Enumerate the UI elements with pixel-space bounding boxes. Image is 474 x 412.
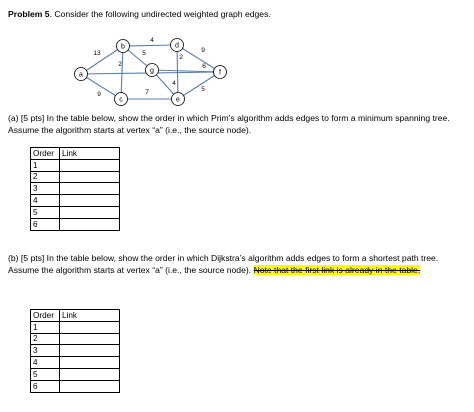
table-row [31,159,120,171]
link-cell[interactable] [60,171,120,183]
link-cell[interactable] [60,218,120,230]
table-row [31,171,120,183]
part-a-text: (a) [5 pts] In the table below, show the order in which Prim’s algorithm adds edges to form a minimum spanning tree. Assume the algorithm starts at vertex “a” (i.e., the source node). [8,113,450,135]
node-label: e [176,96,180,104]
node-label: a [79,71,83,79]
link-cell[interactable] [60,357,120,369]
edge-a-c [81,74,121,99]
edge-weight-e-f: 5 [201,86,205,93]
table-row [31,333,120,345]
part-b-main-text: (b) [5 pts] In the table below, show the order in which Dijkstra’s algorithm adds edges to form a shortest path tree. Assume the algorithm starts at vertex “a” (i.e., the source node). [8,253,439,275]
problem-text: . Consider the following undirected weighted graph edges. [49,9,271,19]
link-cell[interactable] [60,183,120,195]
edge-weight-b-g: 5 [142,50,146,57]
node-label: f [219,69,221,77]
link-cell[interactable] [60,368,120,380]
edge-b-c [121,46,123,99]
order-cell: 4 [31,357,60,369]
order-cell: 3 [31,183,60,195]
link-cell[interactable] [60,380,120,392]
edge-a-b [81,46,123,74]
order-cell: 5 [31,368,60,380]
node-g [146,64,159,77]
table-row [31,357,120,369]
table-row [31,183,120,195]
edge-weight-a-b: 13 [93,50,101,57]
table-row [31,218,120,230]
struck-note: Note that the first link is already in the table. [253,264,421,275]
node-f [214,66,227,79]
edge-e-f [178,72,220,99]
part-b-text [8,253,468,276]
edge-weight-g-e: 4 [172,80,176,87]
link-cell[interactable] [60,345,120,357]
edge-g-f [152,70,220,72]
edge-d-e [177,45,178,99]
table-row [31,368,120,380]
table-row [31,321,120,333]
order-cell: 1 [31,321,60,333]
table-row [31,380,120,392]
node-c [115,93,128,106]
node-a [75,68,88,81]
order-cell: 2 [31,171,60,183]
link-cell[interactable] [60,159,120,171]
node-b [117,40,130,53]
node-label: b [121,43,125,51]
order-cell: 6 [31,380,60,392]
edge-b-d [123,45,177,46]
edge-weight-b-c: 2 [118,61,122,68]
edge-weight-d-e: 2 [179,54,183,61]
node-label: c [119,96,123,104]
edge-weight-g-f: 6 [202,63,206,70]
order-header: Order [31,148,60,160]
order-cell: 3 [31,345,60,357]
table-row [31,345,120,357]
table-row [31,206,120,218]
edge-d-f [177,45,220,72]
order-cell: 5 [31,206,60,218]
node-d [171,39,184,52]
node-e [172,93,185,106]
dijkstra-answer-table [30,309,120,393]
edge-weight-b-d: 4 [150,37,154,44]
link-cell[interactable] [60,321,120,333]
order-header: Order [31,310,60,322]
link-cell[interactable] [60,195,120,207]
link-header: Link [60,148,120,160]
prim-answer-table [30,147,120,231]
weighted-graph [0,0,474,112]
order-cell: 6 [31,218,60,230]
edge-weight-d-f: 9 [201,47,205,54]
edge-weight-c-e: 7 [145,89,149,96]
node-label: d [175,42,179,50]
edge-weight-a-c: 9 [97,91,101,98]
order-cell: 1 [31,159,60,171]
node-label: g [150,67,154,75]
order-cell: 4 [31,195,60,207]
problem-label: Problem 5 [8,9,50,19]
table-row [31,195,120,207]
link-cell[interactable] [60,333,120,345]
link-cell[interactable] [60,206,120,218]
link-header: Link [60,310,120,322]
order-cell: 2 [31,333,60,345]
